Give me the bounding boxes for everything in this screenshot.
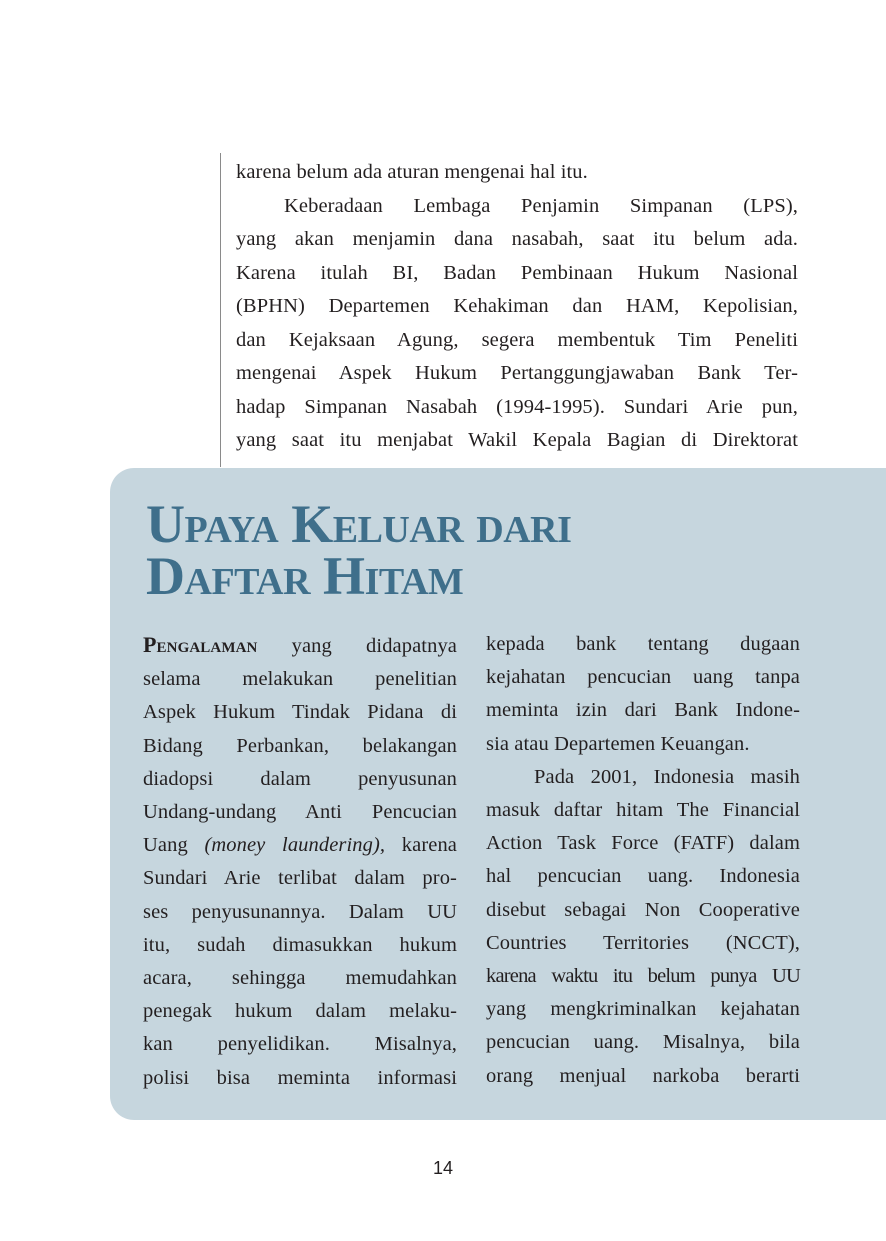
line-text: karena: [385, 834, 458, 857]
sidebar-left-column: [143, 628, 457, 1095]
column-line: acara, sehingga memudahkan: [143, 967, 457, 990]
column-line: kepada bank tentang dugaan: [486, 633, 800, 655]
column-line: Undang-undang Anti Pencucian: [143, 801, 457, 824]
column-line: pencucian uang. Misalnya, bila: [486, 1031, 800, 1054]
body-line: mengenai Aspek Hukum Pertanggungjawaban Bank Ter-: [236, 362, 798, 384]
body-line: Keberadaan Lembaga Penjamin Simpanan (LPS),: [284, 194, 798, 217]
line-text: Uang: [143, 834, 205, 857]
column-line: diadopsi dalam penyusunan: [143, 767, 457, 790]
body-line: (BPHN) Departemen Kehakiman dan HAM, Kepolisian,: [236, 295, 798, 317]
column-line: Bidang Perbankan, belakangan: [143, 734, 457, 757]
lead-word: Pengalaman: [143, 632, 258, 657]
column-line: itu, sudah dimasukkan hukum: [143, 933, 457, 956]
column-line: penegak hukum dalam melaku-: [143, 1000, 457, 1023]
column-line: masuk daftar hitam The Financial: [486, 799, 800, 822]
column-line: kan penyelidikan. Misalnya,: [143, 1033, 457, 1056]
column-line: yang mengkriminalkan kejahatan: [486, 998, 800, 1021]
body-line: dan Kejaksaan Agung, segera membentuk Tim Peneliti: [236, 328, 798, 351]
column-line: Aspek Hukum Tindak Pidana di: [143, 701, 457, 724]
column-line: selama melakukan penelitian: [143, 668, 457, 691]
sidebar-right-column: [486, 628, 800, 1093]
column-line: polisi bisa meminta informasi: [143, 1066, 457, 1089]
italic-term: (money laundering),: [204, 834, 386, 857]
sidebar-title-line: Upaya Keluar dari: [146, 494, 572, 554]
body-line: Karena itulah BI, Badan Pembinaan Hukum Nasional: [236, 261, 798, 284]
column-line: [143, 829, 457, 862]
column-line: kejahatan pencucian uang tanpa: [486, 666, 800, 689]
body-line: yang akan menjamin dana nasabah, saat itu belum ada.: [236, 228, 798, 250]
column-line: Sundari Arie terlibat dalam pro-: [143, 867, 457, 890]
body-line: hadap Simpanan Nasabah (1994-1995). Sundari Arie pun,: [236, 395, 798, 418]
main-body-text: [236, 156, 798, 458]
column-line: hal pencucian uang. Indonesia: [486, 865, 800, 888]
sidebar-title: [146, 494, 572, 606]
column-line: Pada 2001, Indonesia masih: [534, 765, 800, 788]
column-line: karena waktu itu belum punya UU: [486, 965, 800, 988]
sidebar-title-line: Daftar Hitam: [146, 546, 464, 606]
column-line: disebut sebagai Non Cooperative: [486, 898, 800, 921]
column-line: Countries Territories (NCCT),: [486, 931, 800, 954]
margin-rule: [220, 153, 221, 467]
column-line: meminta izin dari Bank Indone-: [486, 699, 800, 722]
column-line: orang menjual narkoba berarti: [486, 1064, 800, 1087]
line-text: yang didapatnya: [257, 635, 457, 657]
page-number: 14: [432, 1158, 454, 1178]
column-line: sia atau Departemen Keuangan.: [486, 732, 750, 755]
column-line: [143, 628, 457, 663]
column-line: Action Task Force (FATF) dalam: [486, 832, 800, 855]
body-line: yang saat itu menjabat Wakil Kepala Bagian di Direktorat: [236, 429, 798, 451]
body-line: karena belum ada aturan mengenai hal itu.: [236, 161, 588, 183]
column-line: ses penyusunannya. Dalam UU: [143, 900, 457, 923]
sidebar-box: [110, 468, 886, 1120]
